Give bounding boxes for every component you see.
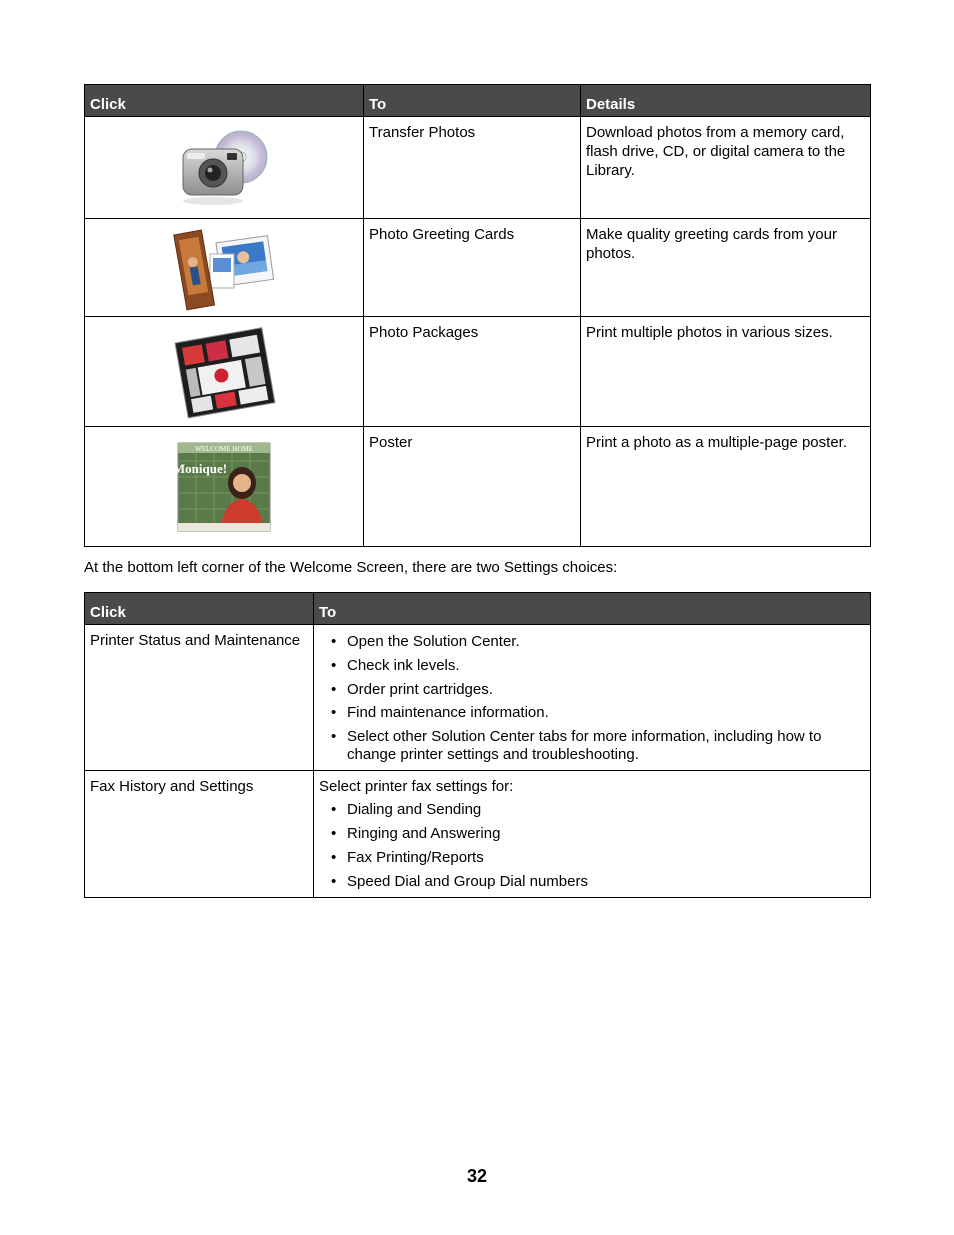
- list-item: • Order print cartridges.: [319, 681, 865, 699]
- page-number: 32: [466, 1166, 488, 1186]
- row-to: [314, 771, 871, 897]
- photo-packages-button[interactable]: [85, 317, 364, 427]
- settings-table-header: [85, 593, 871, 625]
- row-to: Photo Packages: [364, 317, 581, 427]
- header-click: Click: [85, 85, 364, 117]
- row-to: Photo Greeting Cards: [364, 219, 581, 317]
- photo-greeting-cards-icon: [164, 224, 284, 312]
- list-item: • Speed Dial and Group Dial numbers: [319, 873, 865, 891]
- photo-packages-icon: [169, 325, 279, 421]
- list-item: • Dialing and Sending: [319, 801, 865, 819]
- header-to: To: [314, 593, 871, 625]
- row-to: Transfer Photos: [364, 117, 581, 219]
- list-item: • Ringing and Answering: [319, 825, 865, 843]
- transfer-photos-icon: [169, 123, 279, 213]
- row-details: Download photos from a memory card, flash drive, CD, or digital camera to the Library.: [581, 117, 871, 219]
- features-table: [84, 84, 871, 547]
- row-details: Print a photo as a multiple-page poster.: [581, 427, 871, 547]
- row-to: Poster: [364, 427, 581, 547]
- list-item: • Select other Solution Center tabs for more information, including how to change printer settings and troubleshooting.: [319, 728, 865, 764]
- list-item: • Open the Solution Center.: [319, 633, 865, 651]
- table-row: [85, 219, 871, 317]
- bullet-list: [319, 801, 865, 890]
- intro-text: At the bottom left corner of the Welcome Screen, there are two Settings choices:: [84, 559, 618, 576]
- list-item: • Fax Printing/Reports: [319, 849, 865, 867]
- table-row: [85, 625, 871, 771]
- list-lead: Select printer fax settings for:: [319, 778, 514, 796]
- list-item: • Check ink levels.: [319, 657, 865, 675]
- poster-banner-text: WELCOME HOME: [195, 445, 253, 453]
- poster-name-text: Monique!: [172, 461, 228, 476]
- features-table-header: [85, 85, 871, 117]
- table-row: [85, 317, 871, 427]
- header-to: To: [364, 85, 581, 117]
- header-click: Click: [85, 593, 314, 625]
- header-details: Details: [581, 85, 871, 117]
- table-row: [85, 771, 871, 897]
- printer-status-option[interactable]: Printer Status and Maintenance: [85, 625, 314, 771]
- fax-history-option[interactable]: Fax History and Settings: [85, 771, 314, 897]
- row-to: [314, 625, 871, 771]
- list-item: • Find maintenance information.: [319, 704, 865, 722]
- table-row: [85, 117, 871, 219]
- table-row: [85, 427, 871, 547]
- photo-greeting-cards-button[interactable]: [85, 219, 364, 317]
- poster-icon: [172, 441, 276, 541]
- transfer-photos-button[interactable]: [85, 117, 364, 219]
- bullet-list: [319, 633, 865, 764]
- poster-button[interactable]: [85, 427, 364, 547]
- row-details: Make quality greeting cards from your photos.: [581, 219, 871, 317]
- settings-table: [84, 592, 871, 898]
- row-details: Print multiple photos in various sizes.: [581, 317, 871, 427]
